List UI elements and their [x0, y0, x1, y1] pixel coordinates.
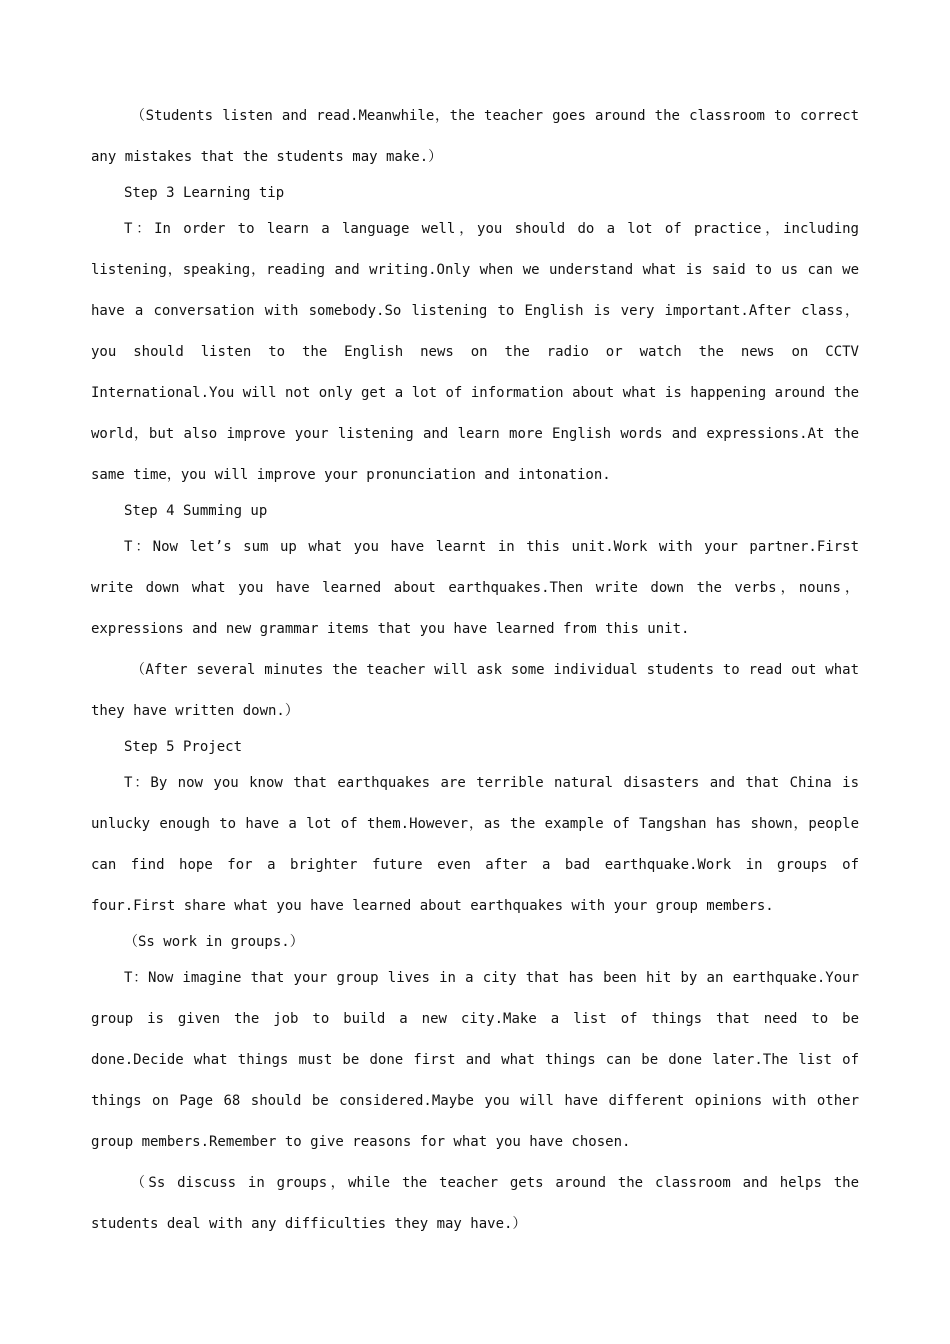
heading-step-5: Step 5 Project	[124, 739, 243, 755]
paragraph-summing-up: T：Now let’s sum up what you have learnt in this unit.Work with your partner.First write down what you have learned about earthquakes.Then write down the verbs，nouns，expressions and new grammar items that you have learned from this unit.	[91, 539, 859, 637]
heading-step-4: Step 4 Summing up	[124, 503, 268, 519]
paragraph-after-several-minutes: （After several minutes the teacher will ask some individual students to read out what they have written down.）	[91, 662, 859, 719]
paragraph-learning-tip: T：In order to learn a language well，you should do a lot of practice，including listening，speaking，reading and writing.Only when we understand what is said to us can we have a conversation with somebody.So listening to English is very important.After class，you should listen to the English news on the radio or watch the news on CCTV International.You will not only get a lot of information about what is happening around the world，but also improve your listening and learn more English words and expressions.At the same time，you will improve your pronunciation and intonation.	[91, 221, 859, 483]
paragraph-ss-work-in-groups: （Ss work in groups.）	[124, 934, 304, 950]
paragraph-ss-discuss: （Ss discuss in groups，while the teacher gets around the classroom and helps the students deal with any difficulties they may have.）	[91, 1175, 859, 1232]
paragraph-imagine-city: T：Now imagine that your group lives in a city that has been hit by an earthquake.Your group is given the job to build a new city.Make a list of things that need to be done.Decide what things must be done first and what things can be done later.The list of things on Page 68 should be considered.Maybe you will have different opinions with other group members.Remember to give reasons for what you have chosen.	[91, 970, 859, 1150]
paragraph-students-listen: （Students listen and read.Meanwhile，the teacher goes around the classroom to correct any mistakes that the students may make.）	[91, 108, 859, 165]
document-body	[91, 96, 859, 1245]
heading-step-3: Step 3 Learning tip	[124, 185, 285, 201]
paragraph-project-intro: T：By now you know that earthquakes are terrible natural disasters and that China is unlucky enough to have a lot of them.However，as the example of Tangshan has shown，people can find hope for a brighter future even after a bad earthquake.Work in groups of four.First share what you have learned about earthquakes with your group members.	[91, 775, 859, 914]
